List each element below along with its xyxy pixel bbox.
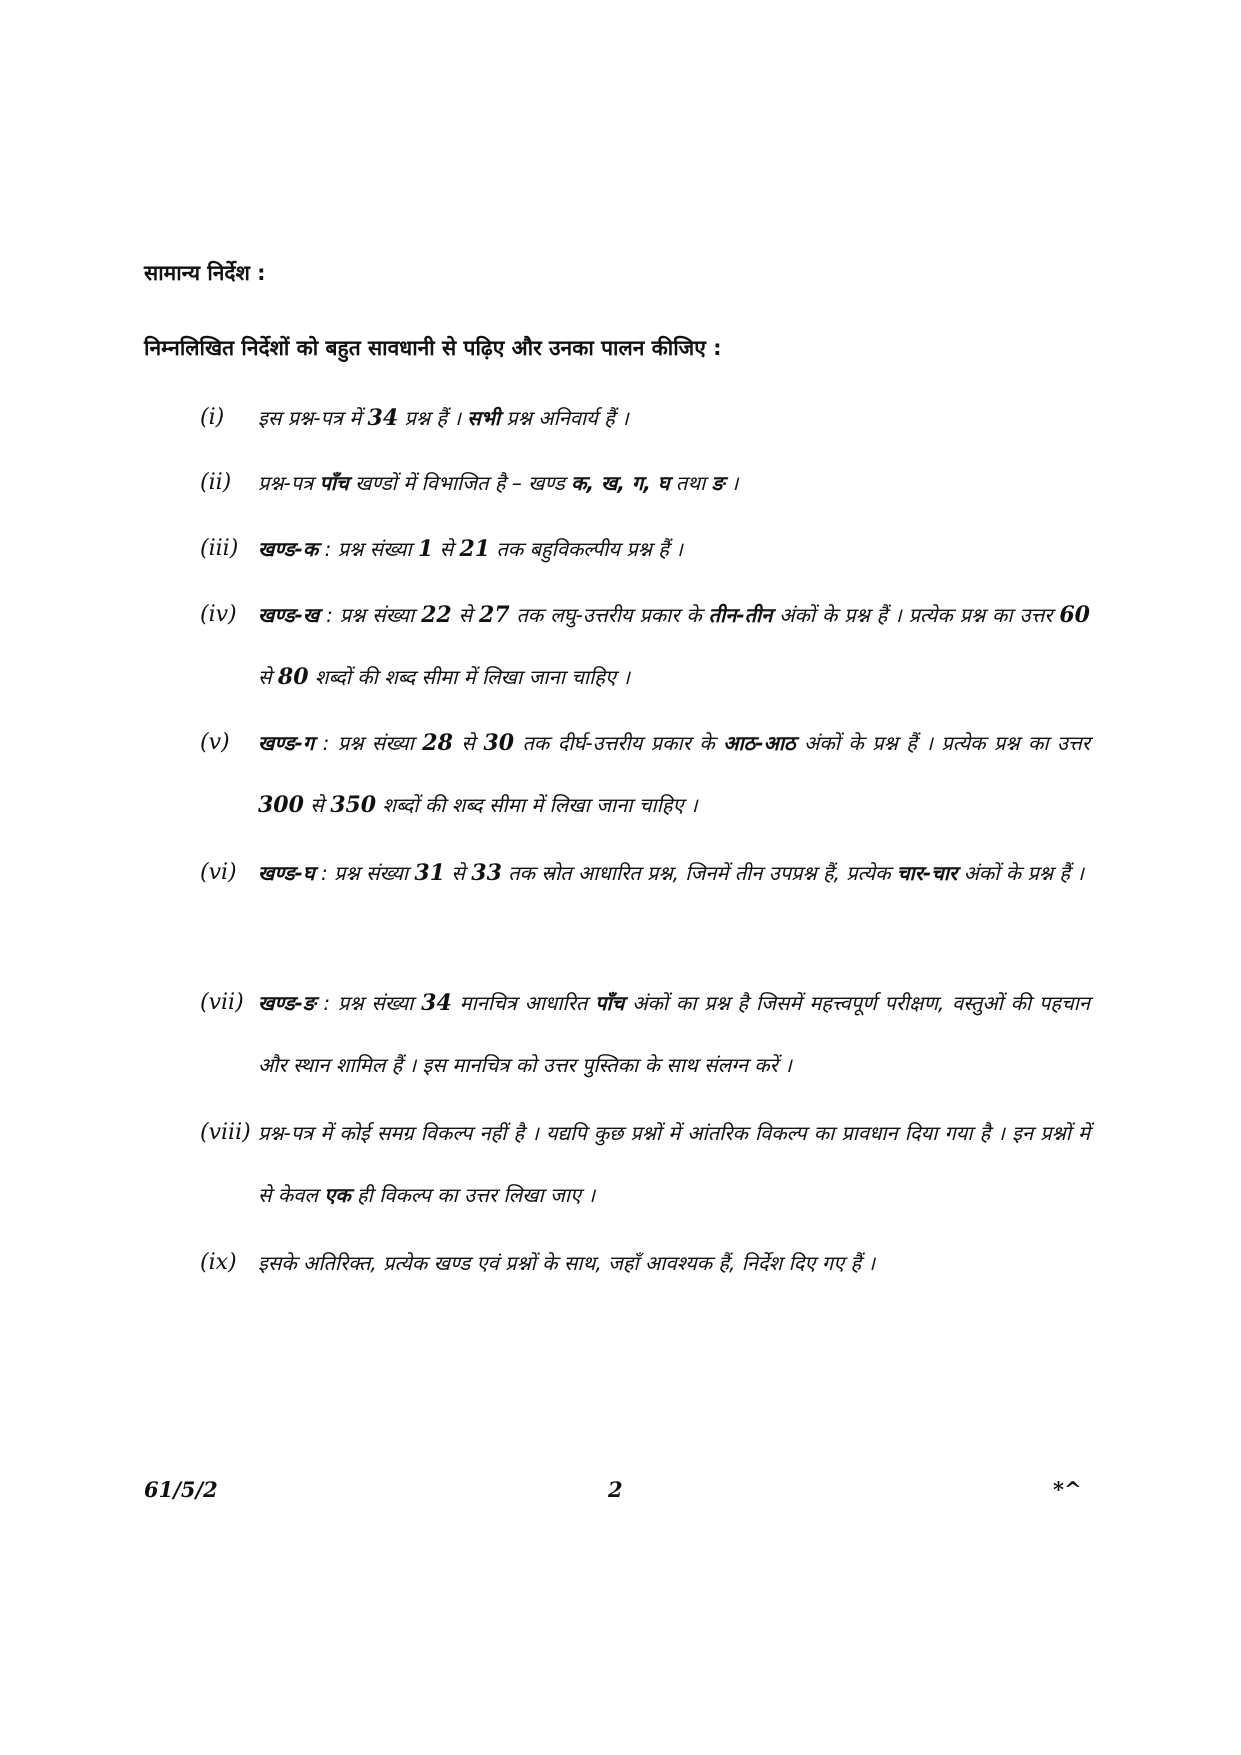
emphasized-text: सभी <box>467 406 501 430</box>
emphasized-text: खण्ड-क <box>258 537 319 561</box>
instruction-text <box>258 1232 1090 1294</box>
instruction-number: (ii) <box>200 470 232 495</box>
text-run: : प्रश्न संख्या <box>314 861 415 885</box>
instruction-number: (iii) <box>200 536 239 561</box>
text-run: तक बहुविकल्पीय प्रश्न हैं । <box>490 537 683 561</box>
emphasized-number: 30 <box>483 730 515 756</box>
emphasized-number: 28 <box>422 730 453 756</box>
text-run: शब्दों की शब्द सीमा में लिखा जाना चाहिए । <box>308 665 630 689</box>
text-run: से <box>451 603 480 627</box>
emphasized-number: 300 <box>258 792 304 818</box>
text-run: खण्डों में विभाजित है – खण्ड <box>348 471 572 495</box>
text-run: इस प्रश्न-पत्र में <box>258 406 368 430</box>
emphasized-text: खण्ड-ङ <box>258 991 316 1015</box>
text-run: से <box>303 793 331 817</box>
text-run: से <box>258 665 278 689</box>
emphasized-text: पाँच <box>319 471 349 495</box>
text-run: ही विकल्प का उत्तर लिखा जाए । <box>350 1183 596 1207</box>
text-run: तक दीर्घ-उत्तरीय प्रकार के <box>514 731 724 755</box>
text-run: तथा <box>669 471 712 495</box>
text-run: अंकों का प्रश्न है जिसमें महत्त्वपूर्ण परीक्षण, वस्तुओं की पहचान और स्थान शामिल हैं । इस मानचित्र को उत्तर पुस्तिका के साथ संलग्न करें । <box>258 991 1090 1077</box>
instruction-text <box>258 584 1090 708</box>
text-run: प्रश्न हैं । <box>398 406 468 430</box>
instruction-text <box>258 972 1090 1096</box>
text-run: से <box>452 731 484 755</box>
instruction-number: (vii) <box>200 990 244 1015</box>
instruction-number: (v) <box>200 730 230 755</box>
emphasized-number: 27 <box>479 602 510 628</box>
emphasized-text: पाँच <box>595 991 625 1015</box>
instruction-number: (ix) <box>200 1250 237 1275</box>
text-run: मानचित्र आधारित <box>451 991 596 1015</box>
instruction-text <box>258 712 1090 836</box>
section-title: सामान्य निर्देश : <box>144 261 266 285</box>
instruction-number: (viii) <box>200 1120 251 1145</box>
emphasized-text: खण्ड-ग <box>258 731 315 755</box>
emphasized-text: आठ-आठ <box>723 731 796 755</box>
emphasized-number: 31 <box>414 860 446 886</box>
text-run: इसके अतिरिक्त, प्रत्येक खण्ड एवं प्रश्नों के साथ, जहाँ आवश्यक हैं, निर्देश दिए गए हैं । <box>258 1251 876 1275</box>
text-run: शब्दों की शब्द सीमा में लिखा जाना चाहिए । <box>376 793 698 817</box>
text-run: । <box>724 471 739 495</box>
instruction-text <box>258 842 1090 904</box>
text-run: अंकों के प्रश्न हैं । प्रत्येक प्रश्न का उत्तर <box>772 603 1060 627</box>
emphasized-text: तीन-तीन <box>708 603 773 627</box>
text-run: प्रश्न-पत्र <box>258 471 320 495</box>
emphasized-number: 34 <box>421 990 452 1016</box>
text-run: : प्रश्न संख्या <box>318 537 418 561</box>
emphasized-number: 21 <box>459 536 491 562</box>
emphasized-number: 60 <box>1059 602 1090 628</box>
text-run: अंकों के प्रश्न हैं । <box>957 861 1084 885</box>
emphasized-number: 33 <box>471 860 502 886</box>
emphasized-text: खण्ड-ख <box>258 603 320 627</box>
emphasized-number: 34 <box>367 405 399 431</box>
emphasized-number: 80 <box>277 664 309 690</box>
text-run: प्रश्न-पत्र में कोई समग्र विकल्प नहीं है । यद्यपि कुछ प्रश्नों में आंतरिक विकल्प का प्रावधान दिया गया है । इन प्रश्नों में से केवल <box>258 1121 1090 1207</box>
text-run: : प्रश्न संख्या <box>315 991 422 1015</box>
instruction-text <box>258 1102 1090 1226</box>
emphasized-number: 350 <box>330 792 377 818</box>
page-number: 2 <box>608 1477 623 1502</box>
emphasized-number: 1 <box>417 536 434 562</box>
emphasized-text: एक <box>324 1183 351 1207</box>
emphasized-text: खण्ड-घ <box>258 861 315 885</box>
text-run: से <box>445 861 472 885</box>
instruction-text <box>258 387 1090 449</box>
text-run: तक स्रोत आधारित प्रश्न, जिनमें तीन उपप्रश्न हैं, प्रत्येक <box>501 861 897 885</box>
emphasized-text: चार-चार <box>896 861 958 885</box>
instruction-number: (i) <box>200 405 225 430</box>
emphasized-number: 22 <box>421 602 452 628</box>
text-run: : प्रश्न संख्या <box>319 603 422 627</box>
emphasized-text: क, ख, ग, घ <box>571 471 670 495</box>
instructions-intro: निम्नलिखित निर्देशों को बहुत सावधानी से पढ़िए और उनका पालन कीजिए : <box>144 336 722 360</box>
text-run: से <box>433 537 460 561</box>
text-run: प्रश्न अनिवार्य हैं । <box>500 406 629 430</box>
footer-mark: *^ <box>1053 1477 1082 1502</box>
text-run: अंकों के प्रश्न हैं । प्रत्येक प्रश्न का उत्तर <box>795 731 1090 755</box>
instruction-number: (iv) <box>200 602 237 627</box>
paper-code: 61/5/2 <box>144 1477 218 1502</box>
text-run: तक लघु-उत्तरीय प्रकार के <box>509 603 709 627</box>
text-run: : प्रश्न संख्या <box>314 731 423 755</box>
instruction-text <box>258 452 1090 514</box>
instruction-number: (vi) <box>200 860 237 885</box>
emphasized-text: ङ <box>711 471 725 495</box>
instruction-text <box>258 518 1090 580</box>
